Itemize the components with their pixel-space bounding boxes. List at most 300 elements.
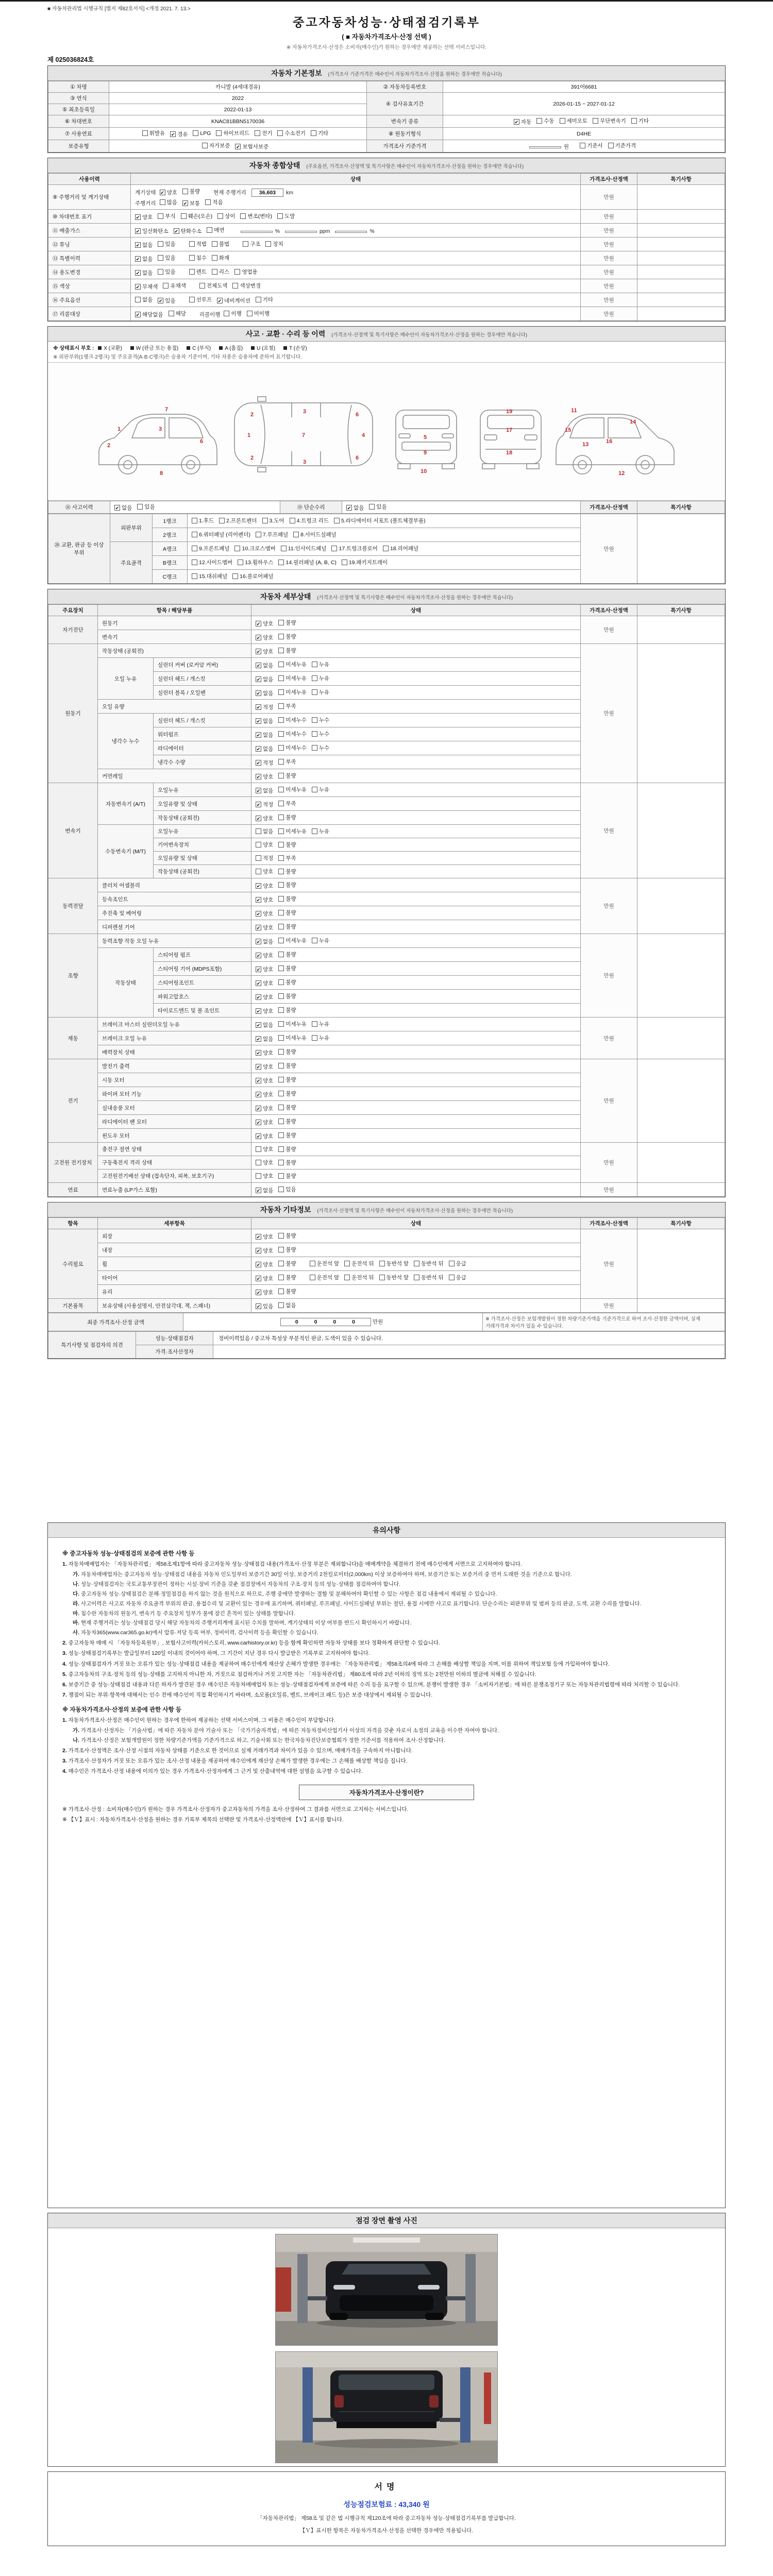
checkbox-option[interactable] <box>278 1301 296 1309</box>
unchecked-checkbox-icon[interactable] <box>631 118 637 124</box>
checked-checkbox-icon[interactable]: ✔ <box>256 897 261 903</box>
checkbox-option[interactable] <box>219 517 257 524</box>
checkbox-option[interactable] <box>256 1289 273 1296</box>
checkbox-option[interactable] <box>135 283 158 291</box>
checked-checkbox-icon[interactable]: ✔ <box>256 802 261 807</box>
checkbox-option[interactable] <box>256 1187 273 1194</box>
checkbox-option[interactable] <box>158 240 175 248</box>
unchecked-checkbox-icon[interactable] <box>278 1105 284 1110</box>
unchecked-checkbox-icon[interactable] <box>278 745 284 751</box>
unchecked-checkbox-icon[interactable] <box>256 1160 261 1165</box>
checked-checkbox-icon[interactable]: ✔ <box>256 1303 261 1309</box>
checked-checkbox-icon[interactable]: ✔ <box>256 1050 261 1056</box>
unchecked-checkbox-icon[interactable] <box>278 1007 284 1013</box>
checkbox-option[interactable] <box>293 531 337 538</box>
checkbox-option[interactable] <box>344 1260 374 1267</box>
unchecked-checkbox-icon[interactable] <box>262 518 268 523</box>
checkbox-option[interactable] <box>158 297 175 304</box>
checkbox-option[interactable] <box>281 545 327 552</box>
checkbox-option[interactable] <box>256 1118 273 1126</box>
unchecked-checkbox-icon[interactable] <box>278 1049 284 1055</box>
checkbox-option[interactable] <box>414 1260 444 1267</box>
checkbox-option[interactable] <box>193 130 211 137</box>
checkbox-option[interactable] <box>135 213 153 221</box>
unchecked-checkbox-icon[interactable] <box>193 130 198 136</box>
unchecked-checkbox-icon[interactable] <box>536 118 542 124</box>
unchecked-checkbox-icon[interactable] <box>189 255 195 261</box>
unchecked-checkbox-icon[interactable] <box>192 546 197 551</box>
checkbox-option[interactable] <box>160 198 177 206</box>
checkbox-option[interactable] <box>344 1274 374 1281</box>
unchecked-checkbox-icon[interactable] <box>278 662 284 667</box>
checked-checkbox-icon[interactable]: ✔ <box>256 816 261 821</box>
unchecked-checkbox-icon[interactable] <box>278 938 284 943</box>
checkbox-option[interactable] <box>256 773 273 781</box>
unchecked-checkbox-icon[interactable] <box>278 1035 284 1041</box>
checkbox-option[interactable] <box>278 1117 296 1125</box>
unchecked-checkbox-icon[interactable] <box>312 662 317 667</box>
unchecked-checkbox-icon[interactable] <box>189 269 195 275</box>
checked-checkbox-icon[interactable]: ✔ <box>217 298 222 303</box>
checkbox-option[interactable] <box>256 1145 273 1153</box>
checkbox-option[interactable] <box>278 1274 296 1281</box>
unchecked-checkbox-icon[interactable] <box>281 546 287 551</box>
checkbox-option[interactable] <box>278 923 296 930</box>
checkbox-option[interactable] <box>265 240 283 248</box>
unchecked-checkbox-icon[interactable] <box>278 896 284 902</box>
unchecked-checkbox-icon[interactable] <box>189 241 195 247</box>
unchecked-checkbox-icon[interactable] <box>278 648 284 653</box>
unchecked-checkbox-icon[interactable] <box>265 241 271 247</box>
checkbox-option[interactable] <box>174 227 202 235</box>
checkbox-option[interactable] <box>243 240 260 248</box>
checkbox-option[interactable] <box>278 1062 296 1070</box>
unchecked-checkbox-icon[interactable] <box>312 731 317 737</box>
checkbox-option[interactable] <box>278 558 336 566</box>
checkbox-option[interactable] <box>256 1261 273 1268</box>
checkbox-option[interactable] <box>192 545 229 552</box>
unchecked-checkbox-icon[interactable] <box>212 241 217 247</box>
checkbox-option[interactable] <box>278 716 307 724</box>
checkbox-option[interactable] <box>278 772 296 779</box>
unchecked-checkbox-icon[interactable] <box>278 731 284 737</box>
checkbox-option[interactable] <box>608 142 636 149</box>
checkbox-option[interactable] <box>207 226 224 234</box>
checkbox-option[interactable] <box>256 882 273 890</box>
unchecked-checkbox-icon[interactable] <box>379 1261 385 1266</box>
checked-checkbox-icon[interactable]: ✔ <box>256 649 261 654</box>
checkbox-option[interactable] <box>235 143 268 150</box>
unchecked-checkbox-icon[interactable] <box>278 882 284 888</box>
checkbox-option[interactable] <box>247 310 270 317</box>
unchecked-checkbox-icon[interactable] <box>182 189 188 194</box>
unchecked-checkbox-icon[interactable] <box>216 130 222 136</box>
unchecked-checkbox-icon[interactable] <box>277 213 283 219</box>
checkbox-option[interactable] <box>278 827 307 835</box>
checkbox-option[interactable] <box>312 1020 329 1028</box>
checked-checkbox-icon[interactable]: ✔ <box>256 1008 261 1014</box>
unchecked-checkbox-icon[interactable] <box>256 855 261 861</box>
checked-checkbox-icon[interactable]: ✔ <box>256 925 261 930</box>
checkbox-option[interactable] <box>256 620 273 628</box>
unchecked-checkbox-icon[interactable] <box>278 842 284 848</box>
unchecked-checkbox-icon[interactable] <box>560 118 565 124</box>
unchecked-checkbox-icon[interactable] <box>142 130 148 136</box>
checkbox-option[interactable] <box>278 1287 296 1295</box>
checkbox-option[interactable] <box>342 558 388 566</box>
unchecked-checkbox-icon[interactable] <box>312 1021 317 1027</box>
checkbox-option[interactable] <box>346 504 364 512</box>
checkbox-option[interactable] <box>278 1145 296 1153</box>
checkbox-option[interactable] <box>256 910 273 918</box>
checkbox-option[interactable] <box>238 558 273 566</box>
checkbox-option[interactable] <box>278 1006 296 1014</box>
checkbox-option[interactable] <box>312 744 329 752</box>
unchecked-checkbox-icon[interactable] <box>278 855 284 861</box>
checkbox-option[interactable] <box>331 545 377 552</box>
unchecked-checkbox-icon[interactable] <box>310 1275 315 1280</box>
unchecked-checkbox-icon[interactable] <box>256 1173 261 1179</box>
checked-checkbox-icon[interactable]: ✔ <box>256 967 261 972</box>
checkbox-option[interactable] <box>182 199 200 207</box>
unchecked-checkbox-icon[interactable] <box>278 759 284 765</box>
checkbox-option[interactable] <box>312 827 329 835</box>
checkbox-option[interactable] <box>278 909 296 917</box>
unchecked-checkbox-icon[interactable] <box>219 518 225 523</box>
unchecked-checkbox-icon[interactable] <box>199 283 205 289</box>
checkbox-option[interactable] <box>256 1233 273 1241</box>
checkbox-option[interactable] <box>170 130 188 138</box>
checkbox-option[interactable] <box>449 1274 466 1281</box>
checkbox-option[interactable] <box>312 688 329 696</box>
checkbox-option[interactable] <box>212 268 229 276</box>
unchecked-checkbox-icon[interactable] <box>189 297 195 302</box>
unchecked-checkbox-icon[interactable] <box>312 828 317 834</box>
checkbox-option[interactable] <box>135 311 163 318</box>
unchecked-checkbox-icon[interactable] <box>312 938 317 943</box>
checked-checkbox-icon[interactable]: ✔ <box>136 270 140 276</box>
checkbox-option[interactable] <box>234 545 275 552</box>
checkbox-option[interactable] <box>158 212 175 220</box>
checked-checkbox-icon[interactable]: ✔ <box>256 1120 261 1125</box>
checkbox-option[interactable] <box>224 310 241 317</box>
unchecked-checkbox-icon[interactable] <box>278 703 284 709</box>
checkbox-option[interactable] <box>135 296 153 303</box>
checkbox-option[interactable] <box>312 716 329 724</box>
unchecked-checkbox-icon[interactable] <box>192 532 197 537</box>
checkbox-option[interactable] <box>560 117 588 125</box>
unchecked-checkbox-icon[interactable] <box>238 560 243 565</box>
unchecked-checkbox-icon[interactable] <box>593 118 598 124</box>
unchecked-checkbox-icon[interactable] <box>278 965 284 971</box>
unchecked-checkbox-icon[interactable] <box>312 689 317 695</box>
unchecked-checkbox-icon[interactable] <box>278 1275 284 1280</box>
unchecked-checkbox-icon[interactable] <box>212 255 217 261</box>
checkbox-option[interactable] <box>277 129 306 137</box>
checkbox-option[interactable] <box>278 1246 296 1253</box>
checked-checkbox-icon[interactable]: ✔ <box>347 505 351 511</box>
unchecked-checkbox-icon[interactable] <box>278 979 284 985</box>
checkbox-option[interactable] <box>192 517 214 524</box>
checkbox-option[interactable] <box>256 745 273 753</box>
unchecked-checkbox-icon[interactable] <box>331 546 337 551</box>
unchecked-checkbox-icon[interactable] <box>158 241 163 247</box>
unchecked-checkbox-icon[interactable] <box>192 560 197 565</box>
checkbox-option[interactable] <box>256 1132 273 1140</box>
checkbox-option[interactable] <box>369 503 386 511</box>
checkbox-option[interactable] <box>158 254 175 262</box>
unchecked-checkbox-icon[interactable] <box>278 869 284 874</box>
checkbox-option[interactable] <box>137 503 155 511</box>
checkbox-option[interactable] <box>310 1260 340 1267</box>
checkbox-option[interactable] <box>256 731 273 739</box>
checkbox-option[interactable] <box>536 117 554 125</box>
checkbox-option[interactable] <box>202 142 230 149</box>
checkbox-option[interactable] <box>278 814 296 821</box>
checkbox-option[interactable] <box>256 827 273 835</box>
unchecked-checkbox-icon[interactable] <box>278 560 284 565</box>
unchecked-checkbox-icon[interactable] <box>278 1261 284 1266</box>
checkbox-option[interactable] <box>256 1172 273 1180</box>
checked-checkbox-icon[interactable]: ✔ <box>256 994 261 1000</box>
checkbox-option[interactable] <box>379 1260 409 1267</box>
checkbox-option[interactable] <box>256 662 273 669</box>
checked-checkbox-icon[interactable]: ✔ <box>136 256 140 262</box>
checkbox-option[interactable] <box>256 1077 273 1084</box>
unchecked-checkbox-icon[interactable] <box>414 1275 419 1280</box>
unchecked-checkbox-icon[interactable] <box>234 546 240 551</box>
checkbox-option[interactable] <box>278 1159 296 1166</box>
checkbox-option[interactable] <box>217 297 250 304</box>
checkbox-option[interactable] <box>114 504 132 512</box>
unchecked-checkbox-icon[interactable] <box>278 1173 284 1179</box>
checkbox-option[interactable] <box>278 688 307 696</box>
checkbox-option[interactable] <box>256 689 273 697</box>
unchecked-checkbox-icon[interactable] <box>278 1160 284 1165</box>
unchecked-checkbox-icon[interactable] <box>224 311 229 316</box>
checkbox-option[interactable] <box>240 212 272 220</box>
checkbox-option[interactable] <box>256 1091 273 1098</box>
checkbox-option[interactable] <box>278 786 307 793</box>
unchecked-checkbox-icon[interactable] <box>278 620 284 625</box>
unchecked-checkbox-icon[interactable] <box>277 130 283 136</box>
checkbox-option[interactable] <box>278 730 307 738</box>
checkbox-option[interactable] <box>278 964 296 972</box>
unchecked-checkbox-icon[interactable] <box>256 828 261 834</box>
checkbox-option[interactable] <box>278 854 296 862</box>
checkbox-option[interactable] <box>256 854 273 862</box>
unchecked-checkbox-icon[interactable] <box>278 1289 284 1294</box>
checkbox-option[interactable] <box>256 868 273 875</box>
checkbox-option[interactable] <box>278 1131 296 1139</box>
unchecked-checkbox-icon[interactable] <box>256 532 261 537</box>
checked-checkbox-icon[interactable]: ✔ <box>256 1234 261 1240</box>
unchecked-checkbox-icon[interactable] <box>181 213 187 219</box>
checked-checkbox-icon[interactable]: ✔ <box>256 663 261 668</box>
checkbox-option[interactable] <box>277 212 295 220</box>
checked-checkbox-icon[interactable]: ✔ <box>136 284 140 290</box>
unchecked-checkbox-icon[interactable] <box>278 1247 284 1252</box>
unchecked-checkbox-icon[interactable] <box>158 255 163 261</box>
unchecked-checkbox-icon[interactable] <box>278 689 284 695</box>
unchecked-checkbox-icon[interactable] <box>383 546 389 551</box>
unchecked-checkbox-icon[interactable] <box>278 910 284 916</box>
checkbox-option[interactable] <box>514 118 531 126</box>
checkbox-option[interactable] <box>278 992 296 1000</box>
unchecked-checkbox-icon[interactable] <box>449 1261 455 1266</box>
checked-checkbox-icon[interactable]: ✔ <box>256 746 261 752</box>
checked-checkbox-icon[interactable]: ✔ <box>256 953 261 958</box>
checkbox-option[interactable] <box>580 142 602 149</box>
checkbox-option[interactable] <box>189 240 207 248</box>
checkbox-option[interactable] <box>256 1247 273 1255</box>
unchecked-checkbox-icon[interactable] <box>247 311 253 316</box>
checkbox-option[interactable] <box>262 517 284 524</box>
checked-checkbox-icon[interactable]: ✔ <box>256 621 261 626</box>
unchecked-checkbox-icon[interactable] <box>278 675 284 681</box>
checkbox-option[interactable] <box>256 1049 273 1057</box>
checked-checkbox-icon[interactable]: ✔ <box>256 1064 261 1070</box>
unchecked-checkbox-icon[interactable] <box>608 143 614 148</box>
checked-checkbox-icon[interactable]: ✔ <box>256 760 261 766</box>
checked-checkbox-icon[interactable]: ✔ <box>256 883 261 889</box>
checkbox-option[interactable] <box>256 1007 273 1015</box>
unchecked-checkbox-icon[interactable] <box>205 199 211 205</box>
checkbox-option[interactable] <box>189 268 207 276</box>
unchecked-checkbox-icon[interactable] <box>240 213 246 219</box>
checkbox-option[interactable] <box>278 660 307 668</box>
unchecked-checkbox-icon[interactable] <box>207 227 212 233</box>
unchecked-checkbox-icon[interactable] <box>312 675 317 681</box>
checkbox-option[interactable] <box>278 937 307 944</box>
unchecked-checkbox-icon[interactable] <box>369 504 375 510</box>
unchecked-checkbox-icon[interactable] <box>278 1132 284 1138</box>
checkbox-option[interactable] <box>142 129 165 137</box>
checkbox-option[interactable] <box>256 703 273 711</box>
checkbox-option[interactable] <box>234 268 257 276</box>
checked-checkbox-icon[interactable]: ✔ <box>136 214 140 220</box>
checkbox-option[interactable] <box>631 117 649 125</box>
checked-checkbox-icon[interactable]: ✔ <box>256 1092 261 1097</box>
checkbox-option[interactable] <box>256 801 273 808</box>
unchecked-checkbox-icon[interactable] <box>232 573 238 579</box>
unchecked-checkbox-icon[interactable] <box>312 745 317 751</box>
unchecked-checkbox-icon[interactable] <box>278 787 284 792</box>
checkbox-option[interactable] <box>278 1172 296 1180</box>
checked-checkbox-icon[interactable]: ✔ <box>256 1106 261 1111</box>
unchecked-checkbox-icon[interactable] <box>256 1146 261 1152</box>
checkbox-option[interactable] <box>278 1232 296 1240</box>
checkbox-option[interactable] <box>256 648 273 655</box>
checkbox-option[interactable] <box>256 1035 273 1043</box>
unchecked-checkbox-icon[interactable] <box>169 311 174 316</box>
checked-checkbox-icon[interactable]: ✔ <box>115 505 120 511</box>
checkbox-option[interactable] <box>212 254 229 262</box>
checkbox-option[interactable] <box>278 1076 296 1083</box>
checkbox-option[interactable] <box>278 758 296 766</box>
unchecked-checkbox-icon[interactable] <box>278 801 284 806</box>
checked-checkbox-icon[interactable]: ✔ <box>256 788 261 793</box>
checkbox-option[interactable] <box>256 1159 273 1166</box>
unchecked-checkbox-icon[interactable] <box>293 532 299 537</box>
checkbox-option[interactable] <box>181 212 213 220</box>
unchecked-checkbox-icon[interactable] <box>278 1091 284 1096</box>
checkbox-option[interactable] <box>379 1274 409 1281</box>
checked-checkbox-icon[interactable]: ✔ <box>256 1036 261 1042</box>
checkbox-option[interactable] <box>256 787 273 794</box>
checked-checkbox-icon[interactable]: ✔ <box>256 1078 261 1083</box>
checkbox-option[interactable] <box>135 241 153 249</box>
unchecked-checkbox-icon[interactable] <box>278 1063 284 1069</box>
checkbox-option[interactable] <box>256 717 273 725</box>
checkbox-option[interactable] <box>135 255 153 263</box>
checkbox-option[interactable] <box>278 647 296 654</box>
unchecked-checkbox-icon[interactable] <box>256 842 261 848</box>
checkbox-option[interactable] <box>256 841 273 849</box>
checkbox-option[interactable] <box>256 815 273 822</box>
unchecked-checkbox-icon[interactable] <box>202 143 208 148</box>
checkbox-option[interactable] <box>256 1105 273 1112</box>
unchecked-checkbox-icon[interactable] <box>278 1118 284 1124</box>
unchecked-checkbox-icon[interactable] <box>278 924 284 929</box>
checkbox-option[interactable] <box>212 240 229 248</box>
checkbox-option[interactable] <box>278 1034 307 1042</box>
checked-checkbox-icon[interactable]: ✔ <box>136 228 140 234</box>
unchecked-checkbox-icon[interactable] <box>255 130 260 136</box>
checkbox-option[interactable] <box>278 633 296 640</box>
checked-checkbox-icon[interactable]: ✔ <box>256 1276 261 1281</box>
checked-checkbox-icon[interactable]: ✔ <box>256 1022 261 1028</box>
unchecked-checkbox-icon[interactable] <box>312 1035 317 1041</box>
unchecked-checkbox-icon[interactable] <box>312 787 317 792</box>
checkbox-option[interactable] <box>232 572 273 580</box>
checkbox-option[interactable] <box>312 674 329 682</box>
checkbox-option[interactable] <box>383 545 418 552</box>
checkbox-option[interactable] <box>192 531 250 538</box>
unchecked-checkbox-icon[interactable] <box>449 1275 455 1280</box>
checkbox-option[interactable] <box>255 129 272 137</box>
checkbox-option[interactable] <box>278 744 307 752</box>
checked-checkbox-icon[interactable]: ✔ <box>256 1188 261 1193</box>
unchecked-checkbox-icon[interactable] <box>163 283 169 289</box>
unchecked-checkbox-icon[interactable] <box>278 1146 284 1152</box>
checkbox-option[interactable] <box>278 868 296 875</box>
checked-checkbox-icon[interactable]: ✔ <box>160 190 164 195</box>
unchecked-checkbox-icon[interactable] <box>217 213 223 219</box>
checkbox-option[interactable] <box>192 558 232 566</box>
checkbox-option[interactable] <box>278 1090 296 1097</box>
unchecked-checkbox-icon[interactable] <box>342 560 347 565</box>
checkbox-option[interactable] <box>278 1185 296 1193</box>
unchecked-checkbox-icon[interactable] <box>278 634 284 639</box>
checked-checkbox-icon[interactable]: ✔ <box>256 1248 261 1253</box>
unchecked-checkbox-icon[interactable] <box>160 199 165 205</box>
checkbox-option[interactable] <box>278 674 307 682</box>
checked-checkbox-icon[interactable]: ✔ <box>136 312 140 317</box>
checkbox-option[interactable] <box>169 310 186 317</box>
unchecked-checkbox-icon[interactable] <box>212 269 217 275</box>
unchecked-checkbox-icon[interactable] <box>278 815 284 820</box>
unchecked-checkbox-icon[interactable] <box>379 1275 385 1280</box>
unchecked-checkbox-icon[interactable] <box>278 993 284 999</box>
unchecked-checkbox-icon[interactable] <box>278 1302 284 1308</box>
unchecked-checkbox-icon[interactable] <box>192 573 197 579</box>
checkbox-option[interactable] <box>256 296 273 303</box>
checked-checkbox-icon[interactable]: ✔ <box>236 144 240 149</box>
checked-checkbox-icon[interactable]: ✔ <box>256 676 261 682</box>
unchecked-checkbox-icon[interactable] <box>334 518 340 523</box>
checkbox-option[interactable] <box>256 896 273 904</box>
